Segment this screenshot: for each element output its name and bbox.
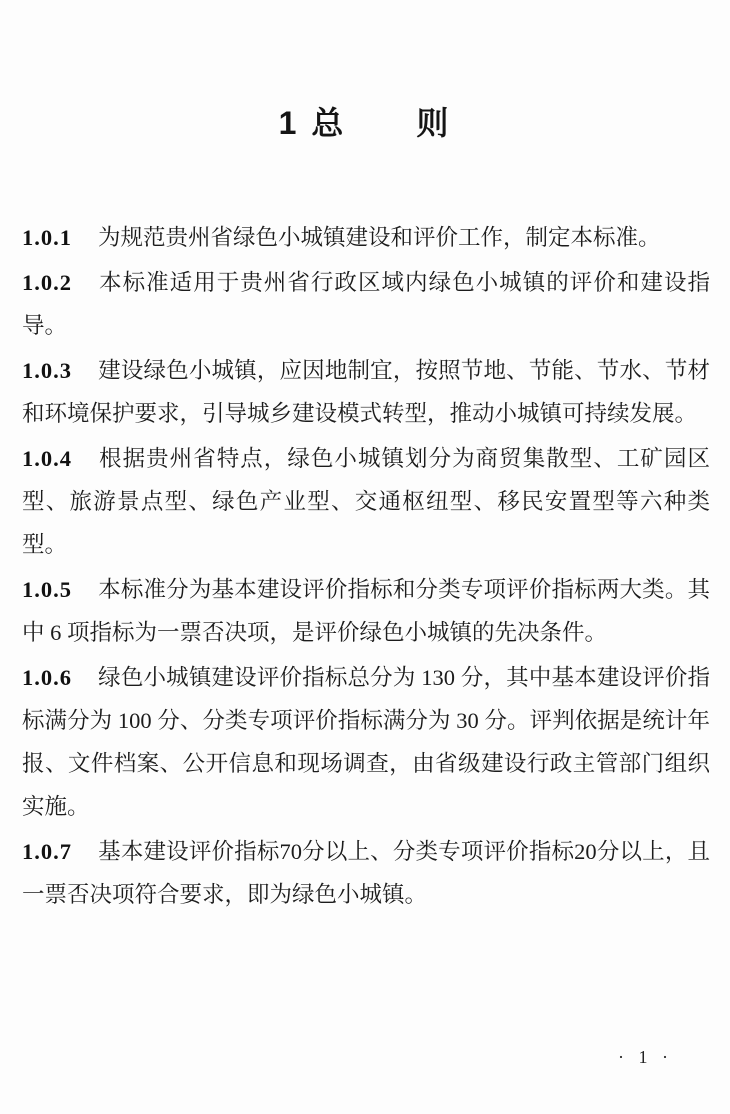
clause — [22, 568, 710, 654]
clause-text: 建设绿色小城镇，应因地制宜，按照节地、节能、节水、节材和环境保护要求，引导城乡建设模式转型，推动小城镇可持续发展。 — [22, 358, 710, 426]
clause-number: 1.0.2 — [22, 270, 72, 295]
page-title: 1 总 则 — [278, 105, 452, 141]
clause-text: 根据贵州省特点，绿色小城镇划分为商贸集散型、工矿园区型、旅游景点型、绿色产业型、交通枢纽型、移民安置型等六种类型。 — [22, 446, 710, 557]
clause-text: 绿色小城镇建设评价指标总分为 130 分，其中基本建设评价指标满分为 100 分、分类专项评价指标满分为 30 分。评判依据是统计年报、文件档案、公开信息和现场调查，由省级建设行政主管部门组织实施。 — [22, 665, 710, 819]
clause-number: 1.0.5 — [22, 577, 72, 602]
clause-text: 本标准适用于贵州省行政区域内绿色小城镇的评价和建设指导。 — [22, 270, 710, 338]
clause — [22, 830, 710, 916]
clause — [22, 437, 710, 566]
clause-list — [0, 216, 730, 916]
clause-number: 1.0.7 — [22, 839, 72, 864]
clause — [22, 261, 710, 347]
clause — [22, 216, 710, 259]
clause-text: 基本建设评价指标70分以上、分类专项评价指标20分以上，且一票否决项符合要求，即为绿色小城镇。 — [22, 839, 710, 907]
page-number: · 1 · — [618, 1047, 670, 1067]
clause-number: 1.0.4 — [22, 446, 72, 471]
clause-number: 1.0.6 — [22, 665, 72, 690]
clause — [22, 656, 710, 828]
clause-number: 1.0.1 — [22, 225, 72, 250]
clause-text: 为规范贵州省绿色小城镇建设和评价工作，制定本标准。 — [98, 225, 661, 250]
clause-number: 1.0.3 — [22, 358, 72, 383]
clause — [22, 349, 710, 435]
clause-text: 本标准分为基本建设评价指标和分类专项评价指标两大类。其中 6 项指标为一票否决项，是评价绿色小城镇的先决条件。 — [22, 577, 710, 645]
